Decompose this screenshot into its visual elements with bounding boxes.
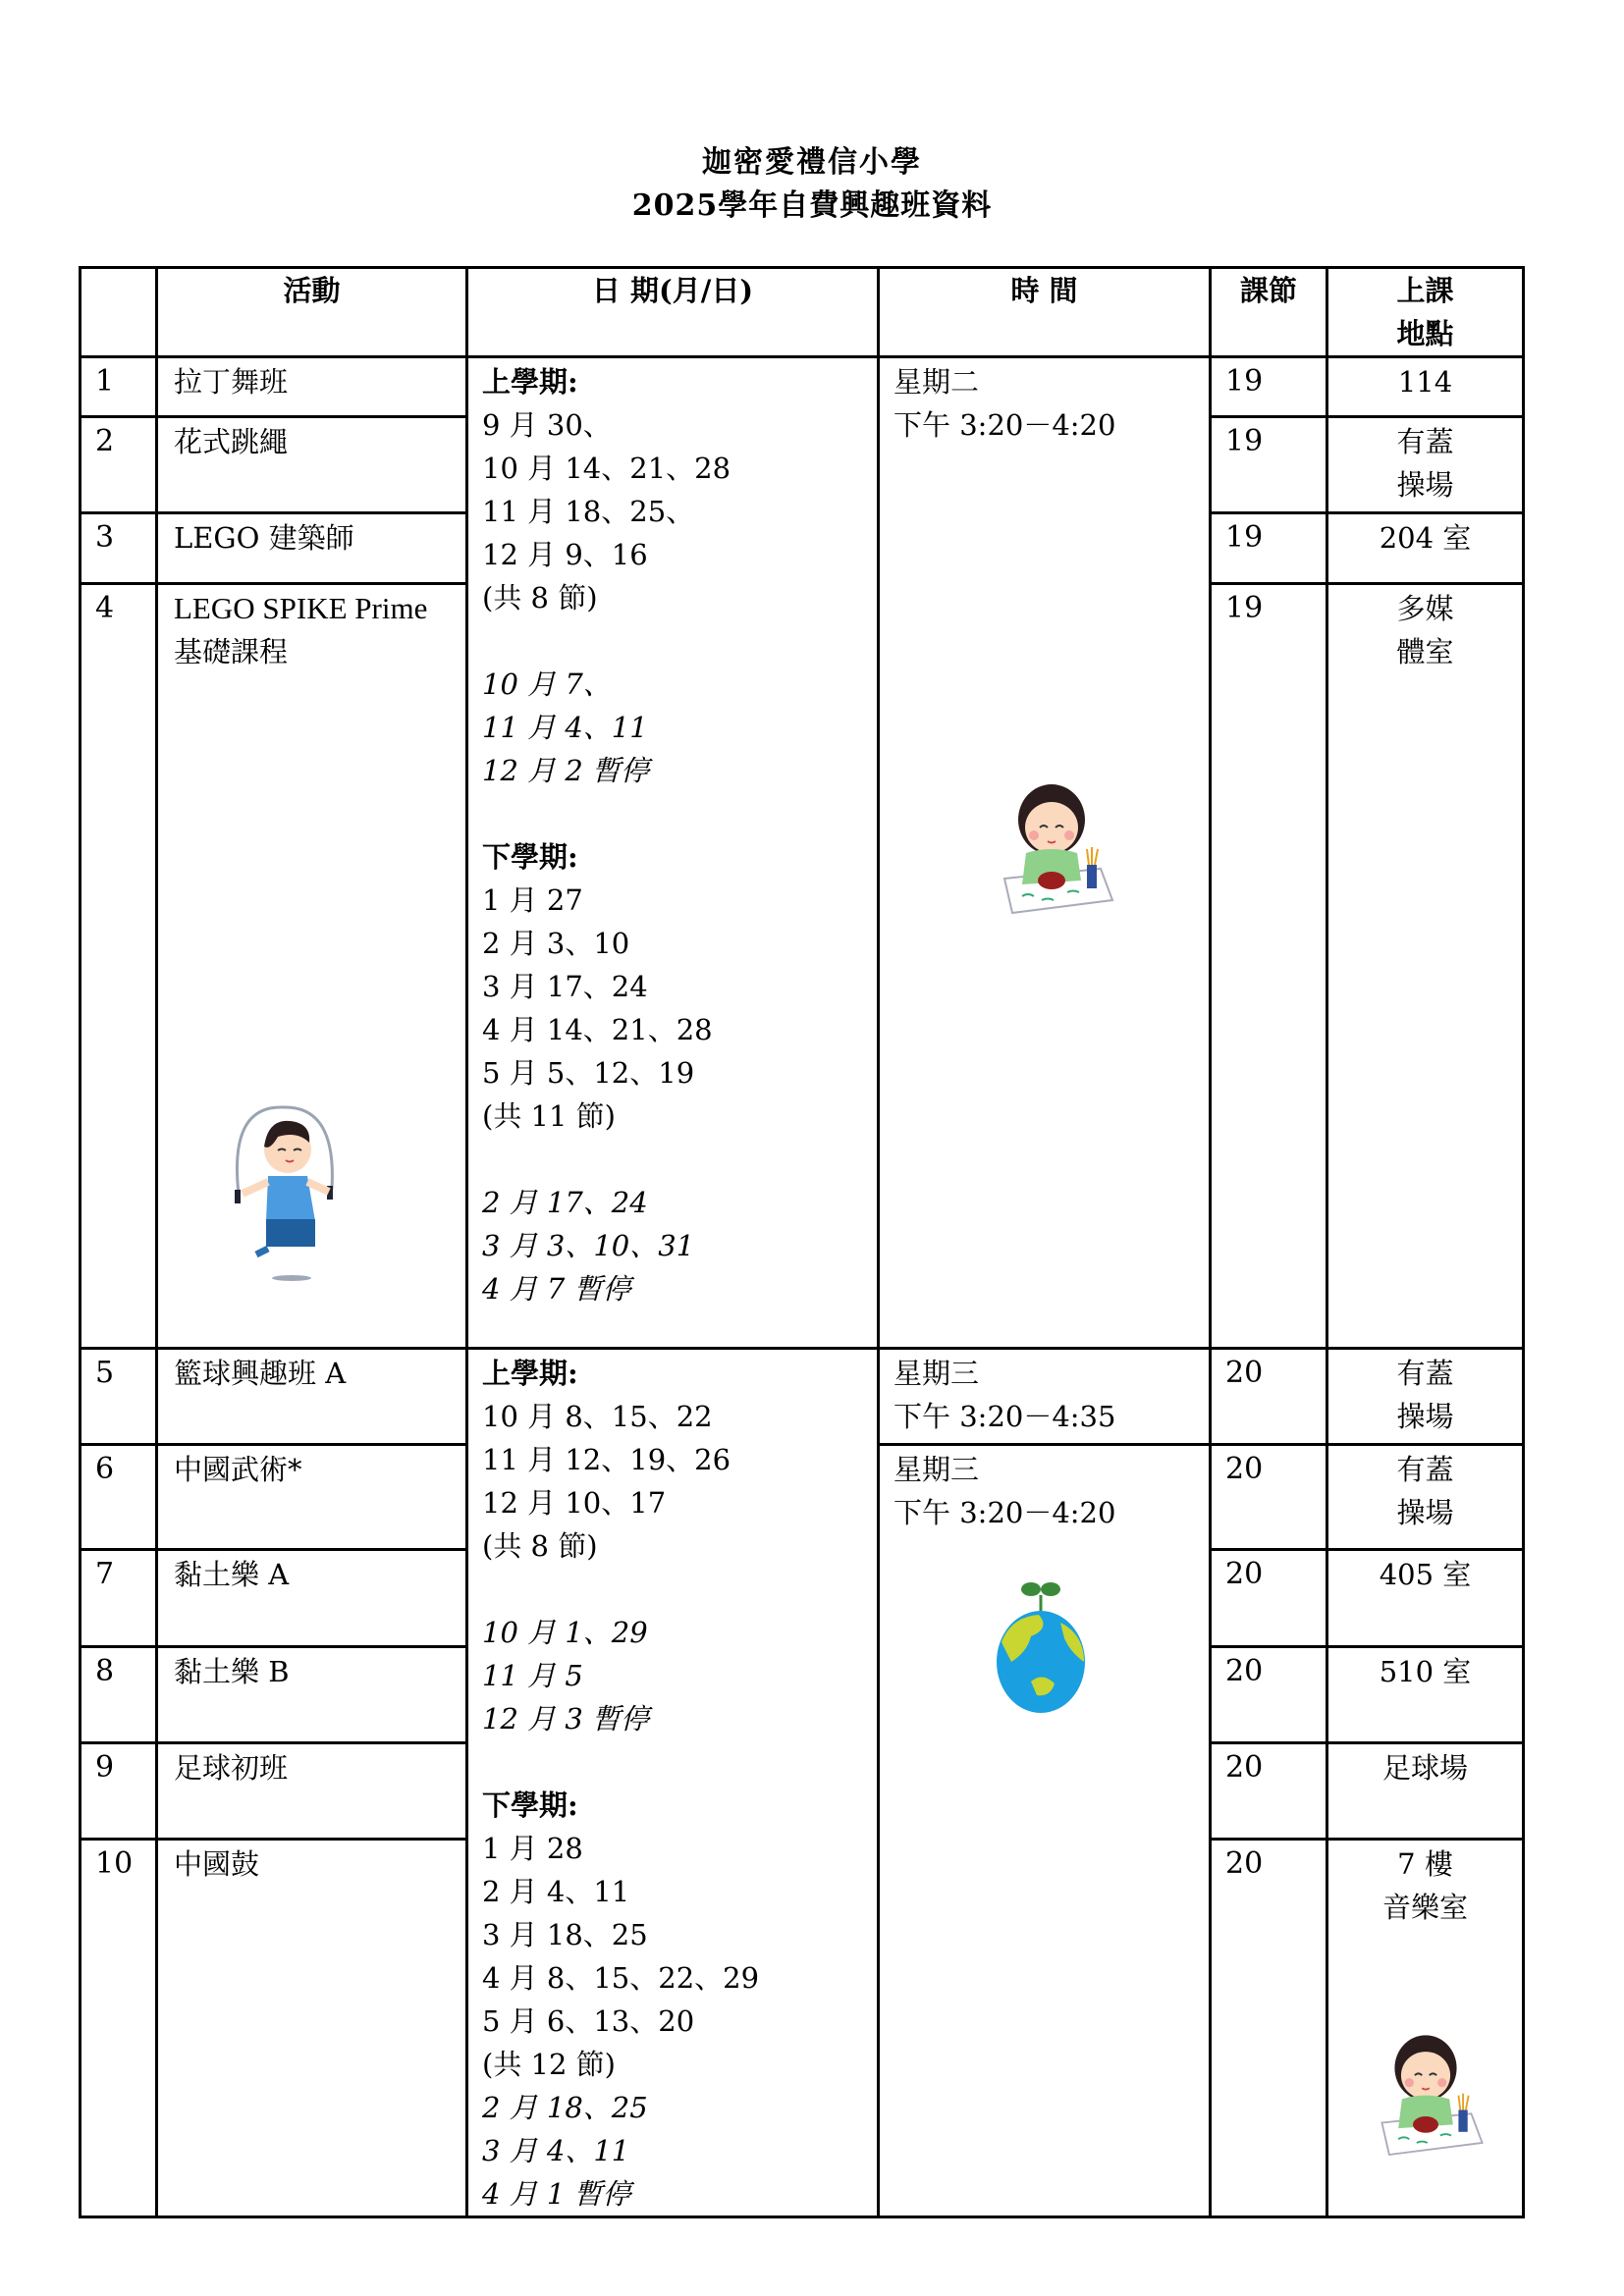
location bbox=[1327, 1647, 1524, 1743]
date-line: 5 月 5、12、19 bbox=[482, 1056, 695, 1090]
suspended-date-line: 10 月 7、 bbox=[482, 667, 612, 701]
schedule-table bbox=[79, 266, 1525, 2218]
weekday: 星期三 bbox=[893, 1453, 980, 1486]
session-total: (共 12 節) bbox=[482, 2048, 616, 2081]
time-cell bbox=[879, 1445, 1211, 2217]
suspended-date-line: 2 月 18、25 bbox=[482, 2091, 648, 2124]
location bbox=[1327, 1840, 1524, 2217]
location-line: 操場 bbox=[1396, 468, 1454, 502]
weekday: 星期二 bbox=[893, 365, 980, 399]
session-total: (共 11 節) bbox=[482, 1099, 616, 1133]
location bbox=[1327, 1743, 1524, 1840]
time-range: 下午 3:20－4:35 bbox=[893, 1400, 1116, 1433]
header-activity: 活動 bbox=[157, 268, 467, 357]
activity-name: 黏土樂 B bbox=[157, 1647, 467, 1743]
header-row bbox=[81, 268, 1524, 357]
row-number: 5 bbox=[81, 1349, 157, 1445]
dates-cell bbox=[467, 357, 879, 1349]
table-row bbox=[81, 357, 1524, 417]
location-line: 操場 bbox=[1396, 1496, 1454, 1529]
location bbox=[1327, 1445, 1524, 1550]
session-count: 19 bbox=[1211, 417, 1327, 513]
session-count: 20 bbox=[1211, 1647, 1327, 1743]
term2-label: 下學期: bbox=[482, 1789, 578, 1822]
location-line: 有蓋 bbox=[1396, 1357, 1454, 1390]
suspended-date-line: 10 月 1、29 bbox=[482, 1616, 648, 1649]
location bbox=[1327, 1349, 1524, 1445]
row-number: 9 bbox=[81, 1743, 157, 1840]
document-title: 2025學年自費興趣班資料 bbox=[631, 188, 993, 223]
row-number: 1 bbox=[81, 357, 157, 417]
session-count: 19 bbox=[1211, 513, 1327, 584]
location-line: 有蓋 bbox=[1396, 425, 1454, 458]
time-range: 下午 3:20－4:20 bbox=[893, 1496, 1116, 1529]
suspended-date-line: 3 月 3、10、31 bbox=[482, 1229, 695, 1262]
row-number: 4 bbox=[81, 584, 157, 1349]
location-line: 足球場 bbox=[1381, 1751, 1468, 1785]
suspended-date-line: 2 月 17、24 bbox=[482, 1186, 648, 1219]
dates-cell bbox=[467, 1349, 879, 2217]
girl-drawing-icon bbox=[983, 771, 1120, 918]
session-count: 20 bbox=[1211, 1349, 1327, 1445]
activity-name bbox=[157, 584, 467, 1349]
location-line: 114 bbox=[1397, 365, 1453, 399]
activity-line: LEGO SPIKE Prime bbox=[174, 591, 428, 625]
weekday: 星期三 bbox=[893, 1357, 980, 1390]
date-line: 3 月 17、24 bbox=[482, 970, 648, 1003]
date-line: 10 月 14、21、28 bbox=[482, 452, 731, 485]
activity-name: 中國鼓 bbox=[157, 1840, 467, 2217]
suspended-date-line: 11 月 4、11 bbox=[482, 711, 648, 744]
header-no bbox=[81, 268, 157, 357]
header-location-line2: 地點 bbox=[1396, 317, 1454, 350]
date-line: 3 月 18、25 bbox=[482, 1918, 648, 1951]
suspended-date-line: 12 月 2 暫停 bbox=[482, 754, 650, 787]
header-location-line1: 上課 bbox=[1396, 274, 1454, 307]
location-line: 多媒 bbox=[1396, 592, 1454, 625]
row-number: 3 bbox=[81, 513, 157, 584]
location-line: 體室 bbox=[1396, 635, 1454, 668]
location-line: 405 室 bbox=[1379, 1558, 1472, 1591]
term2-label: 下學期: bbox=[482, 840, 578, 874]
date-line: 12 月 9、16 bbox=[482, 538, 648, 571]
date-line: 4 月 8、15、22、29 bbox=[482, 1961, 760, 1995]
activity-name: LEGO 建築師 bbox=[157, 513, 467, 584]
activity-name: 花式跳繩 bbox=[157, 417, 467, 513]
activity-name: 足球初班 bbox=[157, 1743, 467, 1840]
header-sessions: 課節 bbox=[1211, 268, 1327, 357]
time-range: 下午 3:20－4:20 bbox=[893, 408, 1116, 442]
term1-label: 上學期: bbox=[482, 1357, 578, 1390]
location bbox=[1327, 357, 1524, 417]
row-number: 2 bbox=[81, 417, 157, 513]
header-location bbox=[1327, 268, 1524, 357]
location-line: 音樂室 bbox=[1381, 1891, 1468, 1924]
date-line: 12 月 10、17 bbox=[482, 1486, 667, 1520]
activity-name: 籃球興趣班 A bbox=[157, 1349, 467, 1445]
date-line: 4 月 14、21、28 bbox=[482, 1013, 713, 1046]
header-dates: 日 期(月/日) bbox=[467, 268, 879, 357]
suspended-date-line: 3 月 4、11 bbox=[482, 2134, 630, 2167]
suspended-date-line: 11 月 5 bbox=[482, 1659, 583, 1692]
session-total: (共 8 節) bbox=[482, 581, 598, 614]
time-cell bbox=[879, 1349, 1211, 1445]
header-time: 時 間 bbox=[879, 268, 1211, 357]
date-line: 2 月 4、11 bbox=[482, 1875, 630, 1908]
date-line: 11 月 18、25、 bbox=[482, 495, 695, 528]
location-line: 510 室 bbox=[1379, 1655, 1472, 1688]
suspended-date-line: 4 月 1 暫停 bbox=[482, 2177, 631, 2211]
date-line: 11 月 12、19、26 bbox=[482, 1443, 731, 1476]
date-line: 2 月 3、10 bbox=[482, 927, 630, 960]
activity-name: 中國武術* bbox=[157, 1445, 467, 1550]
row-number: 7 bbox=[81, 1550, 157, 1647]
location-line: 7 樓 bbox=[1397, 1847, 1453, 1881]
session-count: 20 bbox=[1211, 1445, 1327, 1550]
term1-label: 上學期: bbox=[482, 365, 578, 399]
activity-line: 基礎課程 bbox=[174, 635, 289, 668]
table-row bbox=[81, 1349, 1524, 1445]
session-total: (共 8 節) bbox=[482, 1529, 598, 1563]
suspended-date-line: 12 月 3 暫停 bbox=[482, 1702, 650, 1735]
row-number: 10 bbox=[81, 1840, 157, 2217]
row-number: 8 bbox=[81, 1647, 157, 1743]
activity-name: 黏土樂 A bbox=[157, 1550, 467, 1647]
date-line: 1 月 28 bbox=[482, 1832, 583, 1865]
time-cell bbox=[879, 357, 1211, 1349]
boy-jumping-rope-icon bbox=[209, 1095, 356, 1292]
date-line: 10 月 8、15、22 bbox=[482, 1400, 713, 1433]
location bbox=[1327, 1550, 1524, 1647]
date-line: 9 月 30、 bbox=[482, 408, 612, 442]
location bbox=[1327, 584, 1524, 1349]
date-line: 5 月 6、13、20 bbox=[482, 2004, 695, 2038]
school-name: 迦密愛禮信小學 bbox=[702, 145, 922, 180]
location-line: 有蓋 bbox=[1396, 1453, 1454, 1486]
location bbox=[1327, 417, 1524, 513]
row-number: 6 bbox=[81, 1445, 157, 1550]
session-count: 20 bbox=[1211, 1550, 1327, 1647]
location bbox=[1327, 513, 1524, 584]
session-count: 19 bbox=[1211, 584, 1327, 1349]
suspended-date-line: 4 月 7 暫停 bbox=[482, 1272, 631, 1306]
earth-sprout-icon bbox=[982, 1574, 1100, 1721]
activity-name: 拉丁舞班 bbox=[157, 357, 467, 417]
session-count: 20 bbox=[1211, 1840, 1327, 2217]
girl-drawing-icon bbox=[1362, 2017, 1489, 2164]
location-line: 操場 bbox=[1396, 1400, 1454, 1433]
session-count: 19 bbox=[1211, 357, 1327, 417]
location-line: 204 室 bbox=[1379, 521, 1472, 555]
date-line: 1 月 27 bbox=[482, 883, 583, 917]
session-count: 20 bbox=[1211, 1743, 1327, 1840]
